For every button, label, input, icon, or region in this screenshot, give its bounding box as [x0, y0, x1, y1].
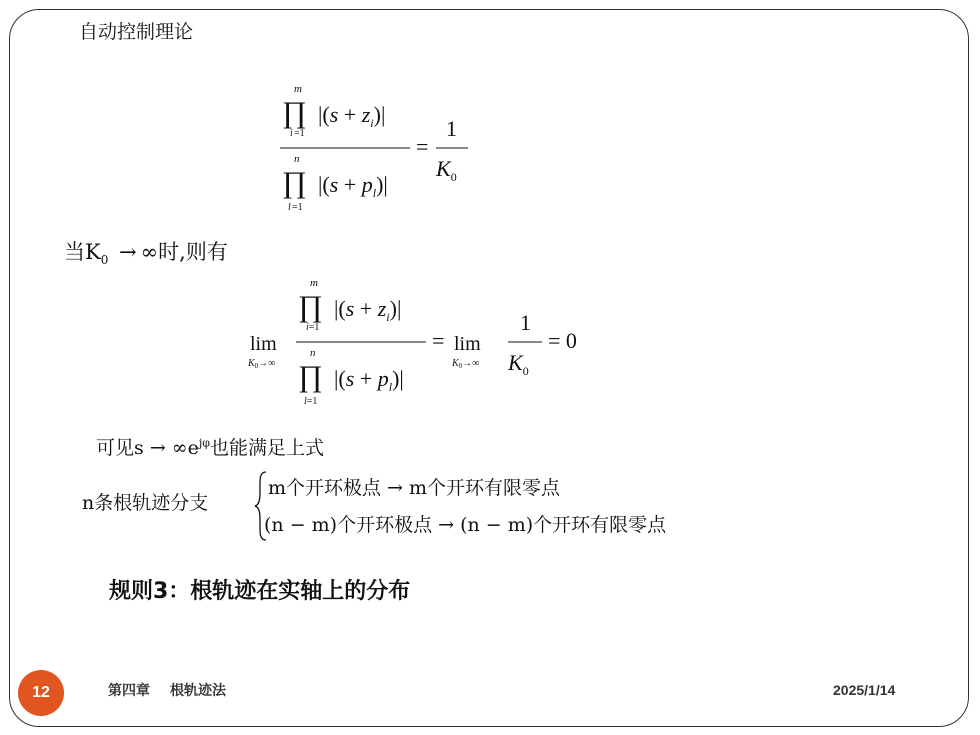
- footer-chapter: [108, 680, 226, 700]
- numerator-one: 1: [446, 116, 457, 141]
- visible-prefix: 可见s: [96, 437, 144, 459]
- product-upper-m: m: [294, 83, 302, 95]
- infinity-icon: ∞: [140, 240, 159, 264]
- product-symbol: ∏: [282, 96, 307, 129]
- denominator-k0: $K_0$: [436, 156, 457, 184]
- product-index-eq1: =1: [294, 128, 305, 139]
- product-upper-n-2: n: [310, 347, 316, 359]
- lim-right: lim: [454, 333, 481, 355]
- condition-prefix: 当K: [64, 240, 101, 264]
- branch-line-2: (n − m)个开环极点 → (n − m)个开环有限零点: [264, 514, 667, 536]
- product-upper-m-2: m: [310, 277, 318, 289]
- condition-line: [64, 236, 228, 267]
- denominator-k0-2: $K_0$: [508, 350, 529, 378]
- term-s-plus-pl: $|(s + p_l)|$: [318, 172, 388, 200]
- product-index-l-2: l=1: [304, 396, 318, 407]
- condition-suffix: 时,则有: [158, 240, 228, 264]
- product-symbol-3: ∏: [298, 290, 323, 323]
- equals-zero: = 0: [548, 328, 577, 353]
- equation-limit: [246, 272, 606, 420]
- branch-label: n条根轨迹分支: [82, 492, 209, 514]
- product-upper-n: n: [294, 153, 300, 165]
- rule-heading: 规则3：根轨迹在实轴上的分布: [109, 579, 411, 604]
- arrow-icon-2: →: [149, 437, 166, 459]
- equation-ratio: [270, 78, 490, 218]
- term-s-plus-pl-2: $|(s + p_l)|$: [334, 366, 404, 394]
- equals-sign: =: [416, 134, 429, 159]
- term-s-plus-zi: $|(s + z_i)|$: [318, 102, 386, 130]
- product-symbol-2: ∏: [282, 166, 307, 199]
- visible-suffix: 也能满足上式: [209, 437, 324, 459]
- product-index-i: i: [290, 128, 293, 139]
- exp-sup: jφ: [198, 436, 210, 450]
- product-symbol-4: ∏: [298, 360, 323, 393]
- page-number-badge: 12: [18, 670, 64, 716]
- product-index-eq1-2: =1: [292, 202, 303, 213]
- arrow-icon: →: [119, 240, 137, 264]
- header-title: 自动控制理论: [79, 21, 194, 43]
- footer-date: 2025/1/14: [833, 682, 896, 698]
- visible-line: [96, 433, 324, 460]
- equals-sign-2: =: [432, 328, 445, 353]
- lim-right-sub: $K_0\to\infty$: [452, 358, 480, 370]
- footer-section-label: 根轨迹法: [170, 683, 226, 699]
- lim-left-sub: $K_0\to\infty$: [248, 358, 276, 370]
- product-index-i-2: i=1: [306, 322, 320, 333]
- term-s-plus-zi-2: $|(s + z_i)|$: [334, 296, 402, 324]
- branch-line-1: m个开环极点 → m个开环有限零点: [268, 477, 561, 499]
- lim-left: lim: [250, 333, 277, 355]
- product-index-l: l: [288, 202, 291, 213]
- footer-chapter-label: 第四章: [108, 683, 150, 699]
- numerator-one-2: 1: [520, 310, 531, 335]
- exp-part: ∞e: [171, 437, 199, 459]
- condition-subscript: 0: [100, 253, 109, 268]
